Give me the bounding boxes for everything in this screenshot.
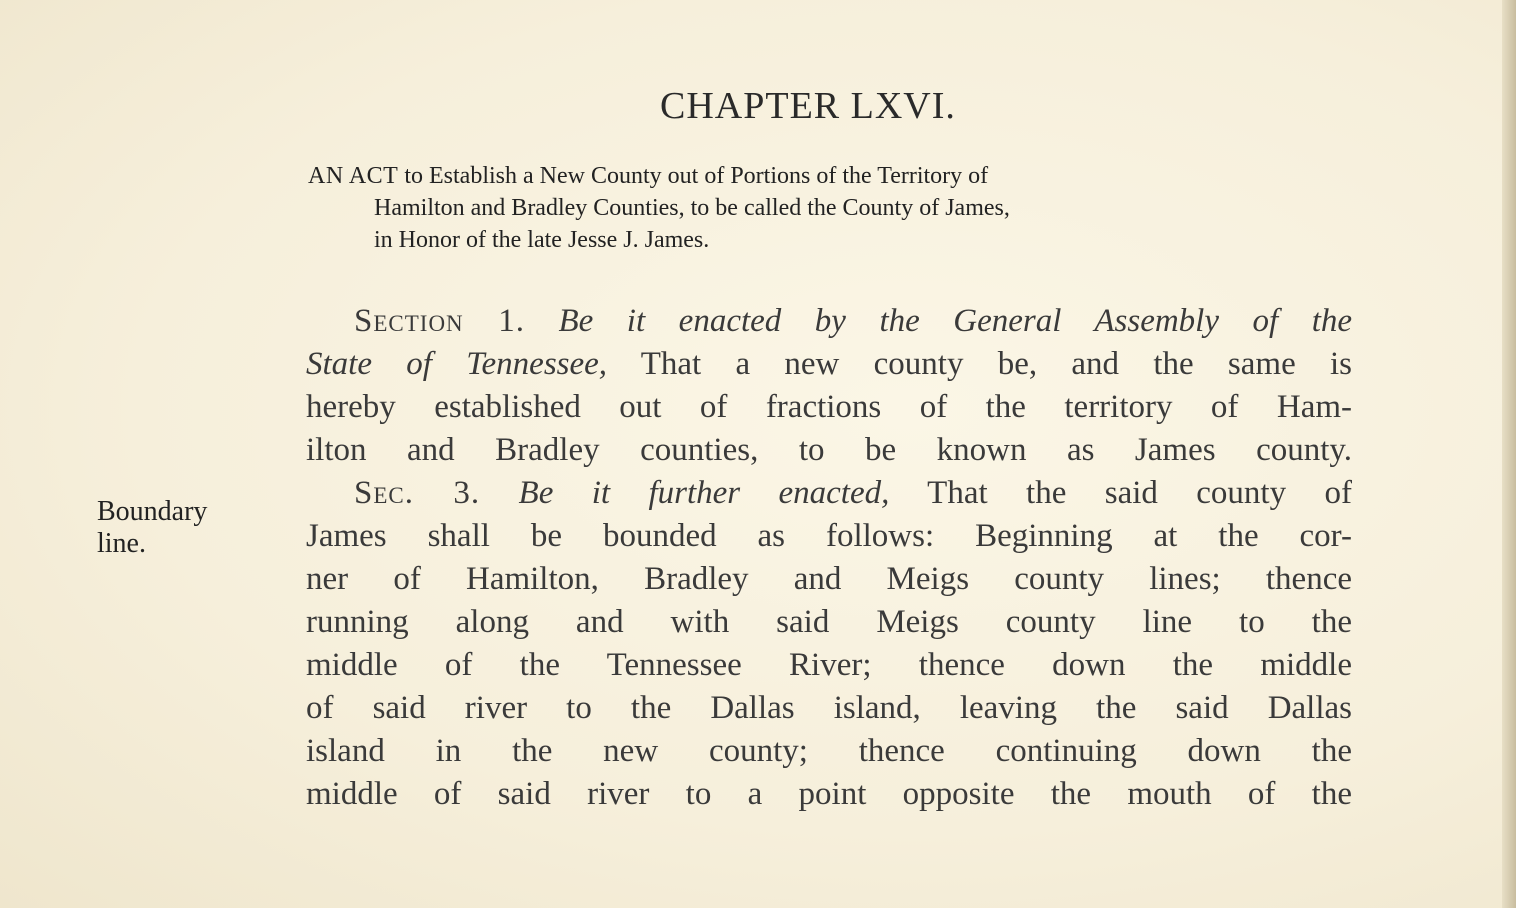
section-3-line: running along and with said Meigs county line to the [306, 604, 1352, 640]
act-title-line-3: in Honor of the late Jesse J. James. [374, 227, 710, 253]
section-3-line: James shall be bounded as follows: Beginning at the cor- [306, 518, 1352, 554]
chapter-title: CHAPTER LXVI. [660, 85, 956, 127]
act-title-line-1 [308, 160, 1358, 192]
section-3-line: of said river to the Dallas island, leaving the said Dallas [306, 690, 1352, 726]
section-3-line: island in the new county; thence continuing down the [306, 733, 1352, 769]
page-edge [1502, 0, 1516, 908]
section-3-line: middle of the Tennessee River; thence down the middle [306, 647, 1352, 683]
section-3-line-1-text: That the said county of [927, 475, 1352, 511]
section-1-line-4: ilton and Bradley counties, to be known as James county. [306, 432, 1352, 468]
section-3-line: middle of said river to a point opposite the mouth of the [306, 776, 1352, 812]
act-title-line-2: Hamilton and Bradley Counties, to be called the County of James, [374, 195, 1010, 221]
section-1-enacting-clause: Be it enacted by the General Assembly of the [558, 303, 1353, 339]
section-1-line-1 [306, 300, 1352, 343]
act-title [308, 160, 1358, 256]
margin-note [97, 496, 207, 560]
section-1-heading: Section 1. [354, 303, 525, 339]
section-3-enacting-clause: Be it further enacted, [518, 475, 890, 511]
section-3-line-1 [306, 472, 1352, 515]
margin-note-line-1: Boundary [97, 496, 208, 527]
section-3-heading: Sec. 3. [354, 475, 481, 511]
section-1-line-2 [306, 343, 1352, 386]
act-title-line-1-text: to Establish a New County out of Portions of the Territory of [404, 163, 989, 189]
section-1-line-2-text: That a new county be, and the same is [640, 346, 1353, 382]
act-label: AN ACT [308, 163, 399, 189]
margin-note-line-2: line. [97, 528, 146, 559]
statute-body [306, 300, 1352, 816]
section-1-line-3: hereby established out of fractions of the territory of Ham- [306, 389, 1352, 425]
section-1-state: State of Tennessee, [306, 346, 608, 382]
section-3-line: ner of Hamilton, Bradley and Meigs county lines; thence [306, 561, 1352, 597]
